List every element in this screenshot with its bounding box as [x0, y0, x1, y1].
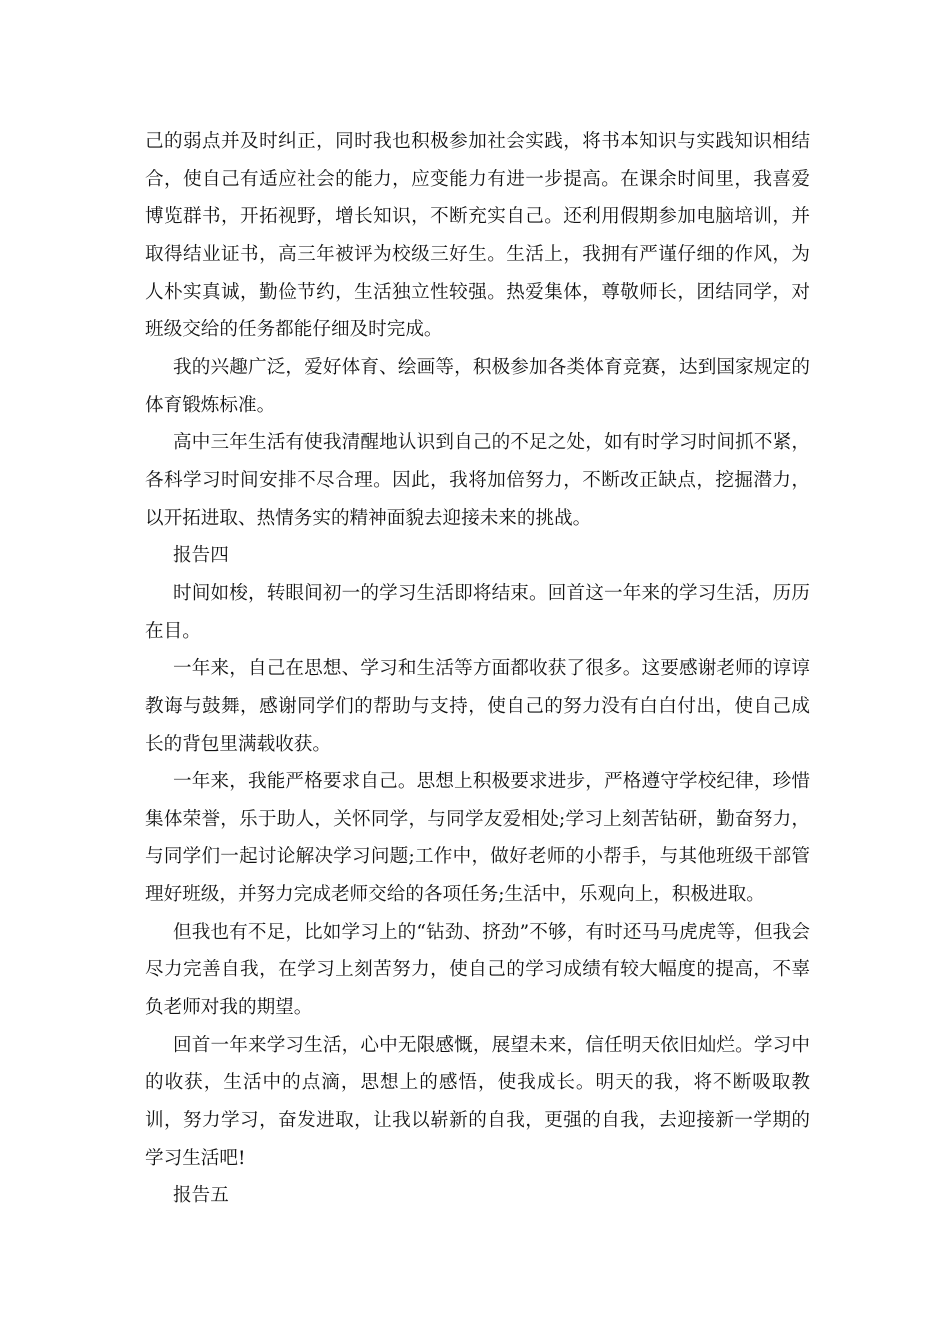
paragraph-4: 时间如梭，转眼间初一的学习生活即将结束。回首这一年来的学习生活，历历在目。 [145, 582, 810, 642]
section-heading-report-4: 报告四 [173, 545, 229, 567]
section-heading-report-5: 报告五 [173, 1185, 229, 1207]
paragraph-8: 回首一年来学习生活，心中无限感慨，展望未来，信任明天依旧灿烂。学习中的收获，生活中的点滴，思想上的感悟，使我成长。明天的我，将不断吸取教训，努力学习，奋发进取，让我以崭新的自我，更强的自我，去迎接新一学期的学习生活吧! [145, 1034, 810, 1169]
paragraph-1: 己的弱点并及时纠正，同时我也积极参加社会实践，将书本知识与实践知识相结合，使自己有适应社会的能力，应变能力有进一步提高。在课余时间里，我喜爱博览群书，开拓视野，增长知识，不断充实自己。还利用假期参加电脑培训，并取得结业证书，高三年被评为校级三好生。生活上，我拥有严谨仔细的作风，为人朴实真诚，勤俭节约，生活独立性较强。热爱集体，尊敬师长，团结同学，对班级交给的任务都能仔细及时完成。 [145, 131, 810, 341]
document-body [145, 123, 810, 1215]
paragraph-7: 但我也有不足，比如学习上的“钻劲、挤劲”不够，有时还马马虎虎等，但我会尽力完善自我，在学习上刻苦努力，使自己的学习成绩有较大幅度的提高，不辜负老师对我的期望。 [145, 921, 810, 1019]
paragraph-5: 一年来，自己在思想、学习和生活等方面都收获了很多。这要感谢老师的谆谆教诲与鼓舞，感谢同学们的帮助与支持，使自己的努力没有白白付出，使自己成长的背包里满载收获。 [145, 658, 810, 755]
paragraph-3: 高中三年生活有使我清醒地认识到自己的不足之处，如有时学习时间抓不紧，各科学习时间安排不尽合理。因此，我将加倍努力，不断改正缺点，挖掘潜力，以开拓进取、热情务实的精神面貌去迎接未来的挑战。 [145, 432, 810, 529]
paragraph-2: 我的兴趣广泛，爱好体育、绘画等，积极参加各类体育竞赛，达到国家规定的体育锻炼标准。 [145, 356, 810, 416]
paragraph-6: 一年来，我能严格要求自己。思想上积极要求进步，严格遵守学校纪律，珍惜集体荣誉，乐于助人，关怀同学，与同学友爱相处;学习上刻苦钻研，勤奋努力，与同学们一起讨论解决学习问题;工作中，做好老师的小帮手，与其他班级干部管理好班级，并努力完成老师交给的各项任务;生活中，乐观向上，积极进取。 [145, 771, 810, 906]
